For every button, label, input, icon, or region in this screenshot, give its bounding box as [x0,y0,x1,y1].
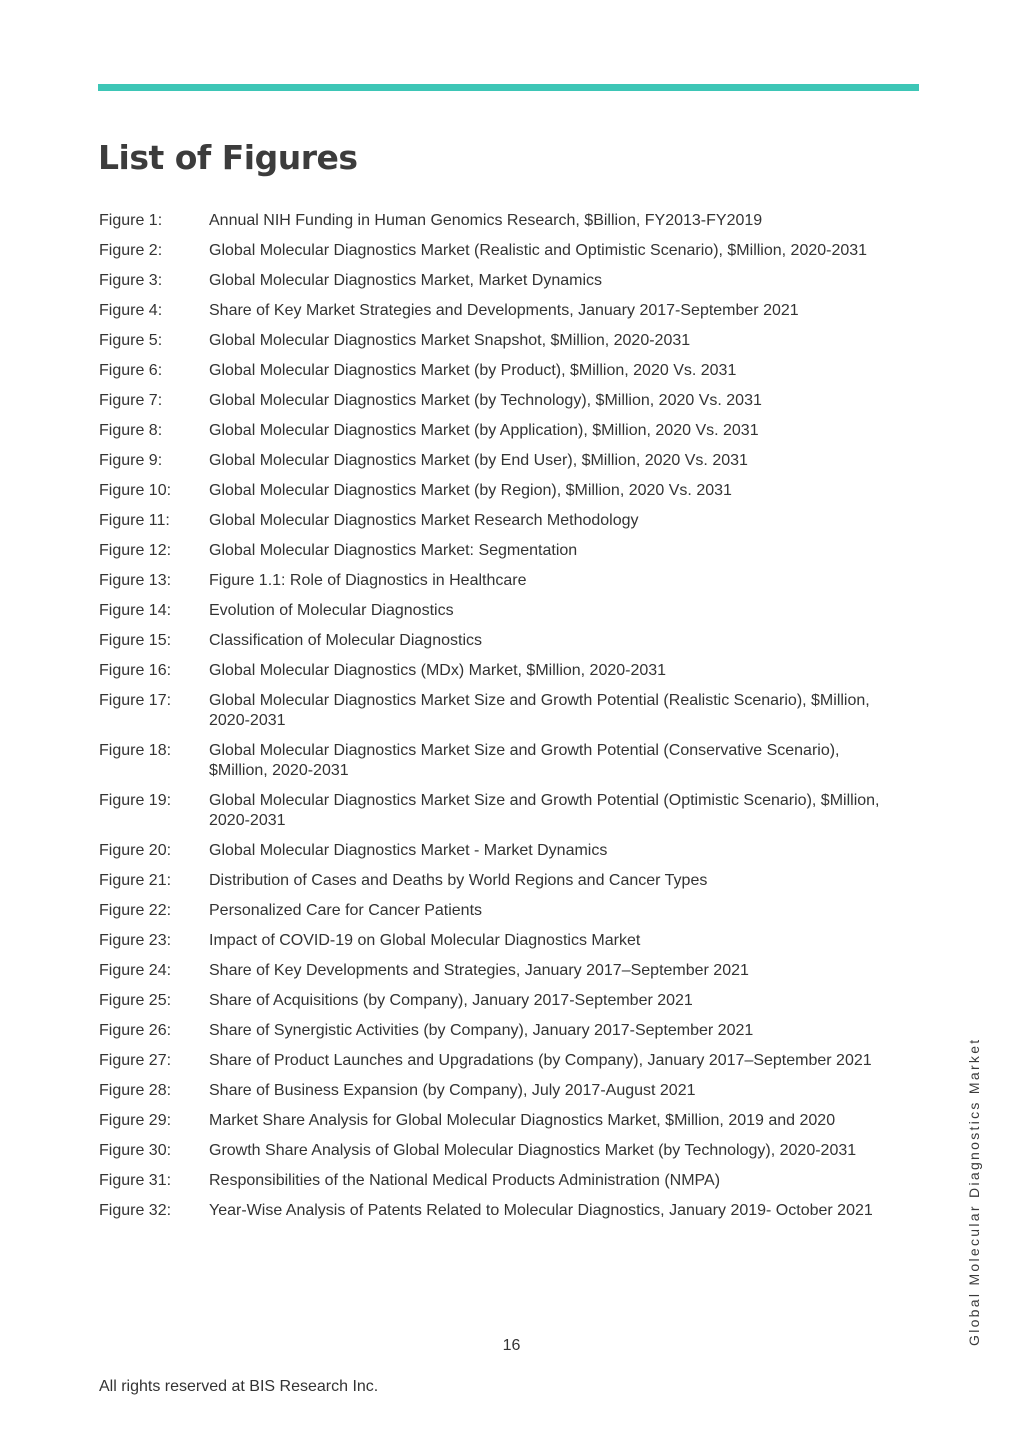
figure-title: Impact of COVID-19 on Global Molecular Diagnostics Market [209,932,641,949]
figure-number: Figure 24: [99,962,172,979]
figure-number: Figure 6: [99,362,163,379]
figure-number: Figure 1: [99,212,163,229]
figure-number: Figure 8: [99,422,163,439]
figure-number: Figure 19: [99,792,172,809]
list-item [99,571,889,591]
list-item [99,361,889,381]
figure-list [99,211,889,1231]
list-item [99,741,889,781]
figure-number: Figure 31: [99,1172,172,1189]
figure-title: Year-Wise Analysis of Patents Related to Molecular Diagnostics, January 2019- October 2021 [209,1202,873,1219]
figure-title: Global Molecular Diagnostics Market (by End User), $Million, 2020 Vs. 2031 [209,452,748,469]
figure-number: Figure 9: [99,452,163,469]
figure-number: Figure 18: [99,742,172,759]
figure-number: Figure 28: [99,1082,172,1099]
figure-number: Figure 25: [99,992,172,1009]
list-item [99,1021,889,1041]
list-item [99,871,889,891]
figure-number: Figure 23: [99,932,172,949]
figure-number: Figure 21: [99,872,172,889]
list-item [99,691,889,731]
figure-title: Global Molecular Diagnostics (MDx) Market, $Million, 2020-2031 [209,662,667,679]
figure-title: Growth Share Analysis of Global Molecular Diagnostics Market (by Technology), 2020-2031 [209,1142,857,1159]
list-item [99,841,889,861]
figure-number: Figure 13: [99,572,172,589]
list-item [99,901,889,921]
list-item [99,541,889,561]
figure-title: Global Molecular Diagnostics Market Research Methodology [209,512,639,529]
list-item [99,1171,889,1191]
list-item [99,301,889,321]
figure-number: Figure 16: [99,662,172,679]
list-item [99,211,889,231]
figure-title: Global Molecular Diagnostics Market (Realistic and Optimistic Scenario), $Million, 2020-2031 [209,242,868,259]
list-item [99,511,889,531]
figure-number: Figure 7: [99,392,163,409]
figure-number: Figure 32: [99,1202,172,1219]
list-item [99,661,889,681]
figure-title: Global Molecular Diagnostics Market Size and Growth Potential (Optimistic Scenario), $Million, 2020-2031 [209,792,880,829]
figure-title: Global Molecular Diagnostics Market: Segmentation [209,542,578,559]
figure-title: Global Molecular Diagnostics Market (by Region), $Million, 2020 Vs. 2031 [209,482,732,499]
figure-title: Global Molecular Diagnostics Market (by Product), $Million, 2020 Vs. 2031 [209,362,737,379]
list-item [99,481,889,501]
figure-number: Figure 10: [99,482,172,499]
page-title: List of Figures [98,138,358,177]
figure-number: Figure 17: [99,692,172,709]
figure-number: Figure 27: [99,1052,172,1069]
figure-title: Classification of Molecular Diagnostics [209,632,482,649]
figure-title: Share of Synergistic Activities (by Company), January 2017-September 2021 [209,1022,754,1039]
figure-title: Global Molecular Diagnostics Market Snapshot, $Million, 2020-2031 [209,332,691,349]
list-item [99,331,889,351]
list-item [99,961,889,981]
figure-number: Figure 14: [99,602,172,619]
footer-copyright: All rights reserved at BIS Research Inc. [99,1378,379,1395]
figure-number: Figure 15: [99,632,172,649]
figure-title: Share of Key Market Strategies and Developments, January 2017-September 2021 [209,302,799,319]
figure-number: Figure 30: [99,1142,172,1159]
figure-title: Global Molecular Diagnostics Market Size and Growth Potential (Conservative Scenario), $Million, 2020-2031 [209,742,840,779]
list-item [99,931,889,951]
figure-title: Global Molecular Diagnostics Market - Market Dynamics [209,842,608,859]
list-item [99,1201,889,1221]
list-item [99,271,889,291]
figure-title: Responsibilities of the National Medical Products Administration (NMPA) [209,1172,721,1189]
list-item [99,791,889,831]
figure-number: Figure 5: [99,332,163,349]
figure-title: Share of Product Launches and Upgradations (by Company), January 2017–September 2021 [209,1052,872,1069]
figure-title: Personalized Care for Cancer Patients [209,902,483,919]
figure-title: Distribution of Cases and Deaths by World Regions and Cancer Types [209,872,708,889]
figure-number: Figure 20: [99,842,172,859]
list-item [99,601,889,621]
figure-title: Share of Acquisitions (by Company), January 2017-September 2021 [209,992,693,1009]
figure-title: Share of Key Developments and Strategies, January 2017–September 2021 [209,962,749,979]
figure-title: Global Molecular Diagnostics Market Size and Growth Potential (Realistic Scenario), $Million, 2020-2031 [209,692,870,729]
figure-title: Evolution of Molecular Diagnostics [209,602,454,619]
figure-number: Figure 3: [99,272,163,289]
figure-number: Figure 26: [99,1022,172,1039]
list-item [99,1081,889,1101]
list-item [99,631,889,651]
figure-number: Figure 29: [99,1112,172,1129]
list-item [99,1051,889,1071]
figure-number: Figure 4: [99,302,163,319]
figure-title: Global Molecular Diagnostics Market (by Technology), $Million, 2020 Vs. 2031 [209,392,762,409]
page-number: 16 [502,1337,521,1354]
header-accent-rule [98,84,919,91]
figure-title: Global Molecular Diagnostics Market, Market Dynamics [209,272,603,289]
figure-title: Annual NIH Funding in Human Genomics Research, $Billion, FY2013-FY2019 [209,212,763,229]
figure-number: Figure 12: [99,542,172,559]
figure-title: Figure 1.1: Role of Diagnostics in Healthcare [209,572,527,589]
list-item [99,1111,889,1131]
list-item [99,241,889,261]
list-item [99,421,889,441]
figure-title: Global Molecular Diagnostics Market (by Application), $Million, 2020 Vs. 2031 [209,422,759,439]
side-running-title: Global Molecular Diagnostics Market [966,1037,982,1346]
list-item [99,451,889,471]
figure-number: Figure 11: [99,512,170,529]
figure-number: Figure 2: [99,242,163,259]
list-item [99,1141,889,1161]
list-item [99,391,889,411]
list-item [99,991,889,1011]
figure-title: Market Share Analysis for Global Molecular Diagnostics Market, $Million, 2019 and 2020 [209,1112,836,1129]
figure-title: Share of Business Expansion (by Company), July 2017-August 2021 [209,1082,696,1099]
figure-number: Figure 22: [99,902,172,919]
